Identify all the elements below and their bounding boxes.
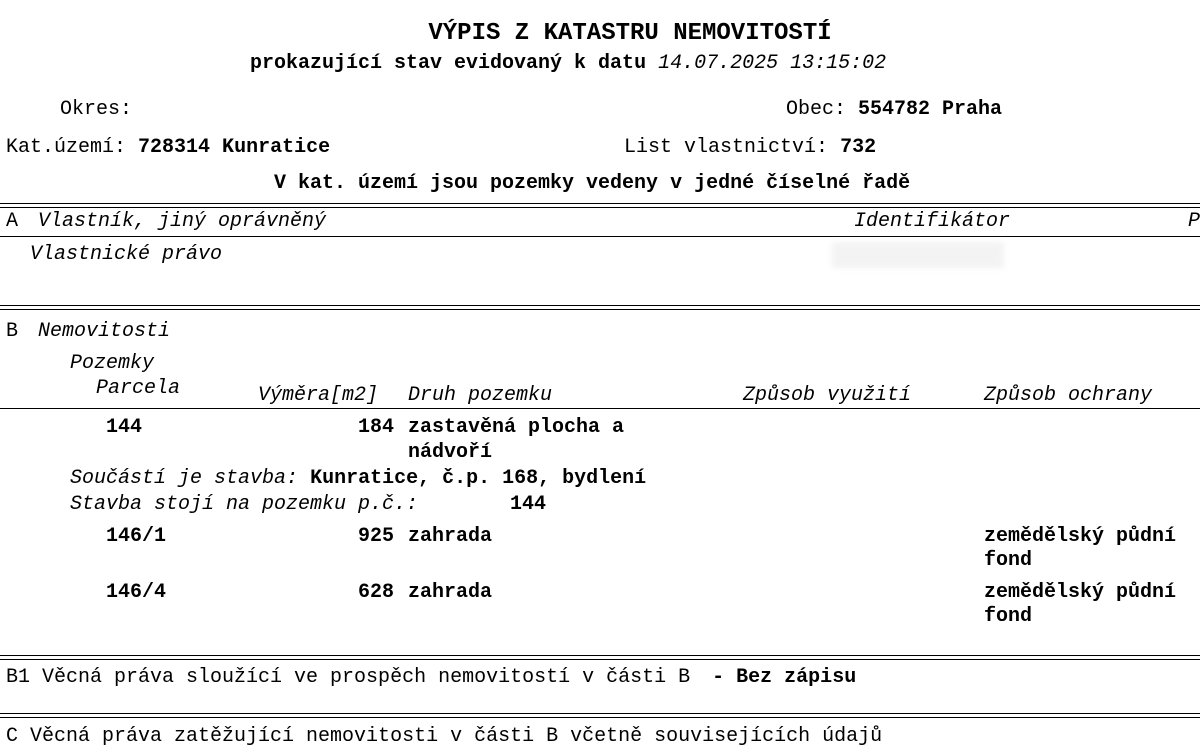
katuzemi-field	[6, 138, 330, 158]
row-vymera: 628	[357, 581, 394, 604]
section-b1-top-rule	[0, 655, 1200, 660]
row-druh: zahrada	[408, 581, 493, 604]
pozemky-label: Pozemky	[70, 352, 155, 375]
col-vymera: Výměra[m2]	[258, 384, 379, 407]
row-ochrana-cont: fond	[984, 605, 1033, 628]
katuzemi-label: Kat.území:	[6, 136, 127, 159]
section-b-header-rule	[0, 408, 1200, 409]
col-vyuziti: Způsob využití	[743, 384, 912, 407]
section-b-letter: B	[6, 320, 19, 343]
stavba-value: 144	[510, 493, 547, 516]
row-ochrana-cont: fond	[984, 549, 1033, 572]
col-parcela: Parcela	[96, 377, 181, 400]
row-parcela: 144	[106, 416, 143, 439]
section-a-header-rule	[0, 236, 1200, 237]
section-a-title: Vlastník, jiný oprávněný	[38, 210, 327, 233]
row-soucasti	[70, 469, 646, 489]
redacted-identifier	[832, 242, 1004, 268]
obec-value: 554782 Praha	[858, 98, 1003, 121]
col-p: P	[1188, 210, 1200, 233]
section-b1-text: B1 Věcná práva sloužící ve prospěch nemovitostí v části B	[6, 666, 691, 689]
row-vymera: 925	[357, 525, 394, 548]
row-parcela: 146/4	[106, 581, 167, 604]
parcel-series-note: V kat. území jsou pozemky vedeny v jedné číselné řadě	[274, 172, 911, 195]
soucasti-value: Kunratice, č.p. 168, bydlení	[310, 467, 647, 490]
row-druh: zastavěná plocha a	[408, 416, 625, 439]
col-identifikator: Identifikátor	[854, 210, 1011, 233]
row-druh-cont: nádvoří	[408, 441, 493, 464]
section-b1-dash: -	[712, 666, 725, 689]
row-druh: zahrada	[408, 525, 493, 548]
section-b1-value: Bez zápisu	[736, 666, 857, 689]
subtitle-date: 14.07.2025 13:15:02	[658, 52, 887, 75]
soucasti-label: Součástí je stavba:	[70, 467, 299, 490]
row-ochrana: zemědělský půdní	[984, 581, 1177, 604]
section-a-letter: A	[6, 210, 19, 233]
section-b-title: Nemovitosti	[38, 320, 171, 343]
okres-label: Okres:	[60, 98, 133, 121]
col-ochrana: Způsob ochrany	[984, 384, 1153, 407]
obec-label: Obec:	[786, 98, 847, 121]
section-a-subtitle: Vlastnické právo	[30, 243, 223, 266]
section-a-top-rule	[0, 203, 1200, 208]
list-label: List vlastnictví:	[624, 136, 829, 159]
obec-field	[786, 100, 1002, 120]
row-vymera: 184	[357, 416, 394, 439]
subtitle-prefix: prokazující stav evidovaný k datu	[250, 52, 647, 75]
list-field	[624, 138, 876, 158]
document-title: VÝPIS Z KATASTRU NEMOVITOSTÍ	[428, 20, 832, 47]
document-subtitle	[250, 54, 886, 74]
katuzemi-value: 728314 Kunratice	[138, 136, 331, 159]
list-value: 732	[840, 136, 877, 159]
col-druh: Druh pozemku	[408, 384, 553, 407]
section-c-top-rule	[0, 713, 1200, 718]
row-ochrana: zemědělský půdní	[984, 525, 1177, 548]
row-parcela: 146/1	[106, 525, 167, 548]
section-c-text: C Věcná práva zatěžující nemovitosti v části B včetně souvisejících údajů	[6, 725, 883, 748]
section-b-top-rule	[0, 305, 1200, 310]
section-b1	[6, 668, 856, 688]
stavba-label: Stavba stojí na pozemku p.č.:	[70, 493, 419, 516]
